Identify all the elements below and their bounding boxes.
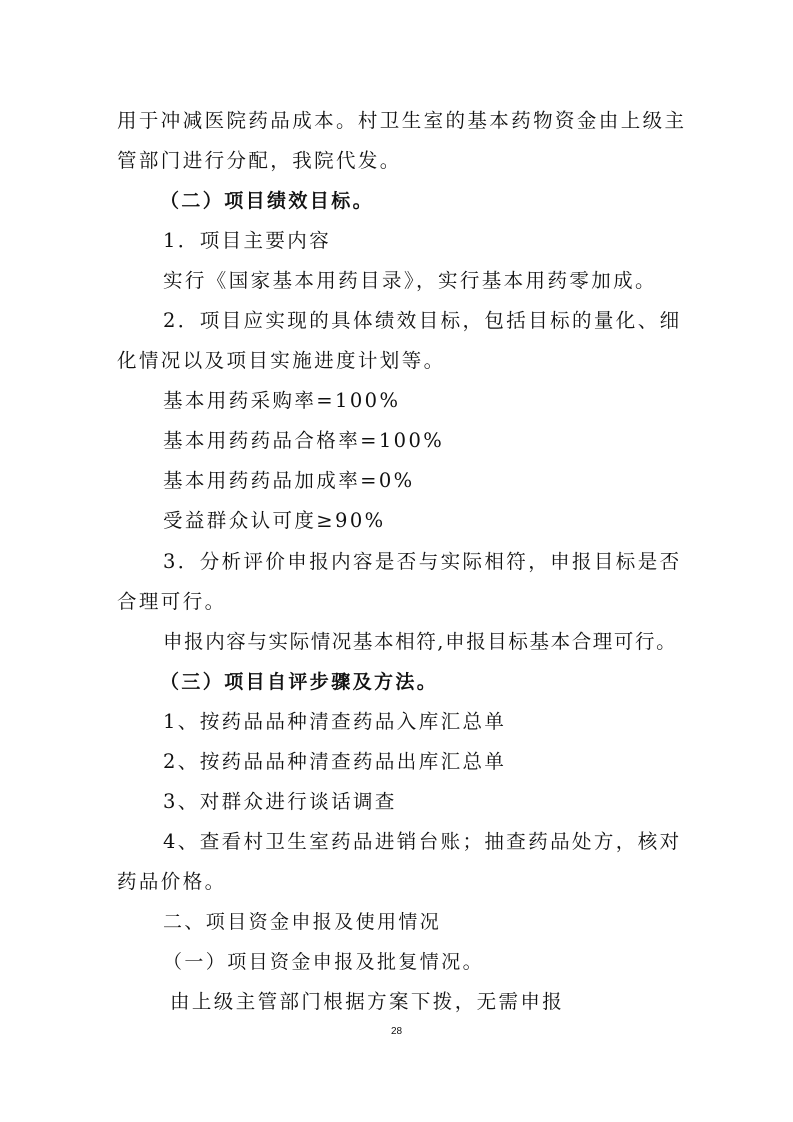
- item-specific-goals-line-1: 2．项目应实现的具体绩效目标，包括目标的量化、细: [163, 309, 682, 332]
- subheading-fund-application: （一）项目资金申报及批复情况。: [163, 951, 485, 973]
- item-analysis-line-2: 合理可行。: [117, 590, 227, 613]
- item-analysis-line-1: 3．分析评价申报内容是否与实际相符，申报目标是否: [163, 550, 682, 573]
- item-specific-goals-line-2: 化情况以及项目实施进度计划等。: [117, 349, 446, 372]
- metric-procurement-rate: 基本用药采购率=100%: [163, 389, 401, 412]
- paragraph-main-content: 实行《国家基本用药目录》，实行基本用药零加成。: [163, 269, 657, 292]
- step-4-line-2: 药品价格。: [117, 870, 227, 893]
- paragraph-analysis-conclusion: 申报内容与实际情况基本相符,申报目标基本合理可行。: [163, 630, 678, 653]
- paragraph-line-1: 用于冲减医院药品成本。村卫生室的基本药物资金由上级主: [117, 109, 687, 132]
- page-number: 28: [390, 1026, 403, 1037]
- item-main-content-heading: 1．项目主要内容: [163, 229, 332, 252]
- step-3: 3、对群众进行谈话调查: [163, 790, 397, 813]
- step-2: 2、按药品品种清查药品出库汇总单: [163, 750, 507, 773]
- paragraph-line-2: 管部门进行分配，我院代发。: [117, 149, 402, 172]
- step-1: 1、按药品品种清查药品入库汇总单: [163, 710, 507, 733]
- section-heading-self-evaluation: （三）项目自评步骤及方法。: [160, 671, 439, 693]
- section-heading-performance-goals: （二）项目绩效目标。: [160, 190, 375, 212]
- step-4-line-1: 4、查看村卫生室药品进销台账；抽查药品处方，核对: [163, 830, 682, 853]
- paragraph-fund-application: 由上级主管部门根据方案下拨，无需申报: [170, 990, 565, 1013]
- metric-qualified-rate: 基本用药药品合格率=100%: [163, 429, 445, 452]
- metric-markup-rate: 基本用药药品加成率=0%: [163, 469, 415, 492]
- metric-recognition-rate: 受益群众认可度≥90%: [163, 509, 386, 532]
- chapter-heading-fund-usage: 二、项目资金申报及使用情况: [163, 911, 442, 933]
